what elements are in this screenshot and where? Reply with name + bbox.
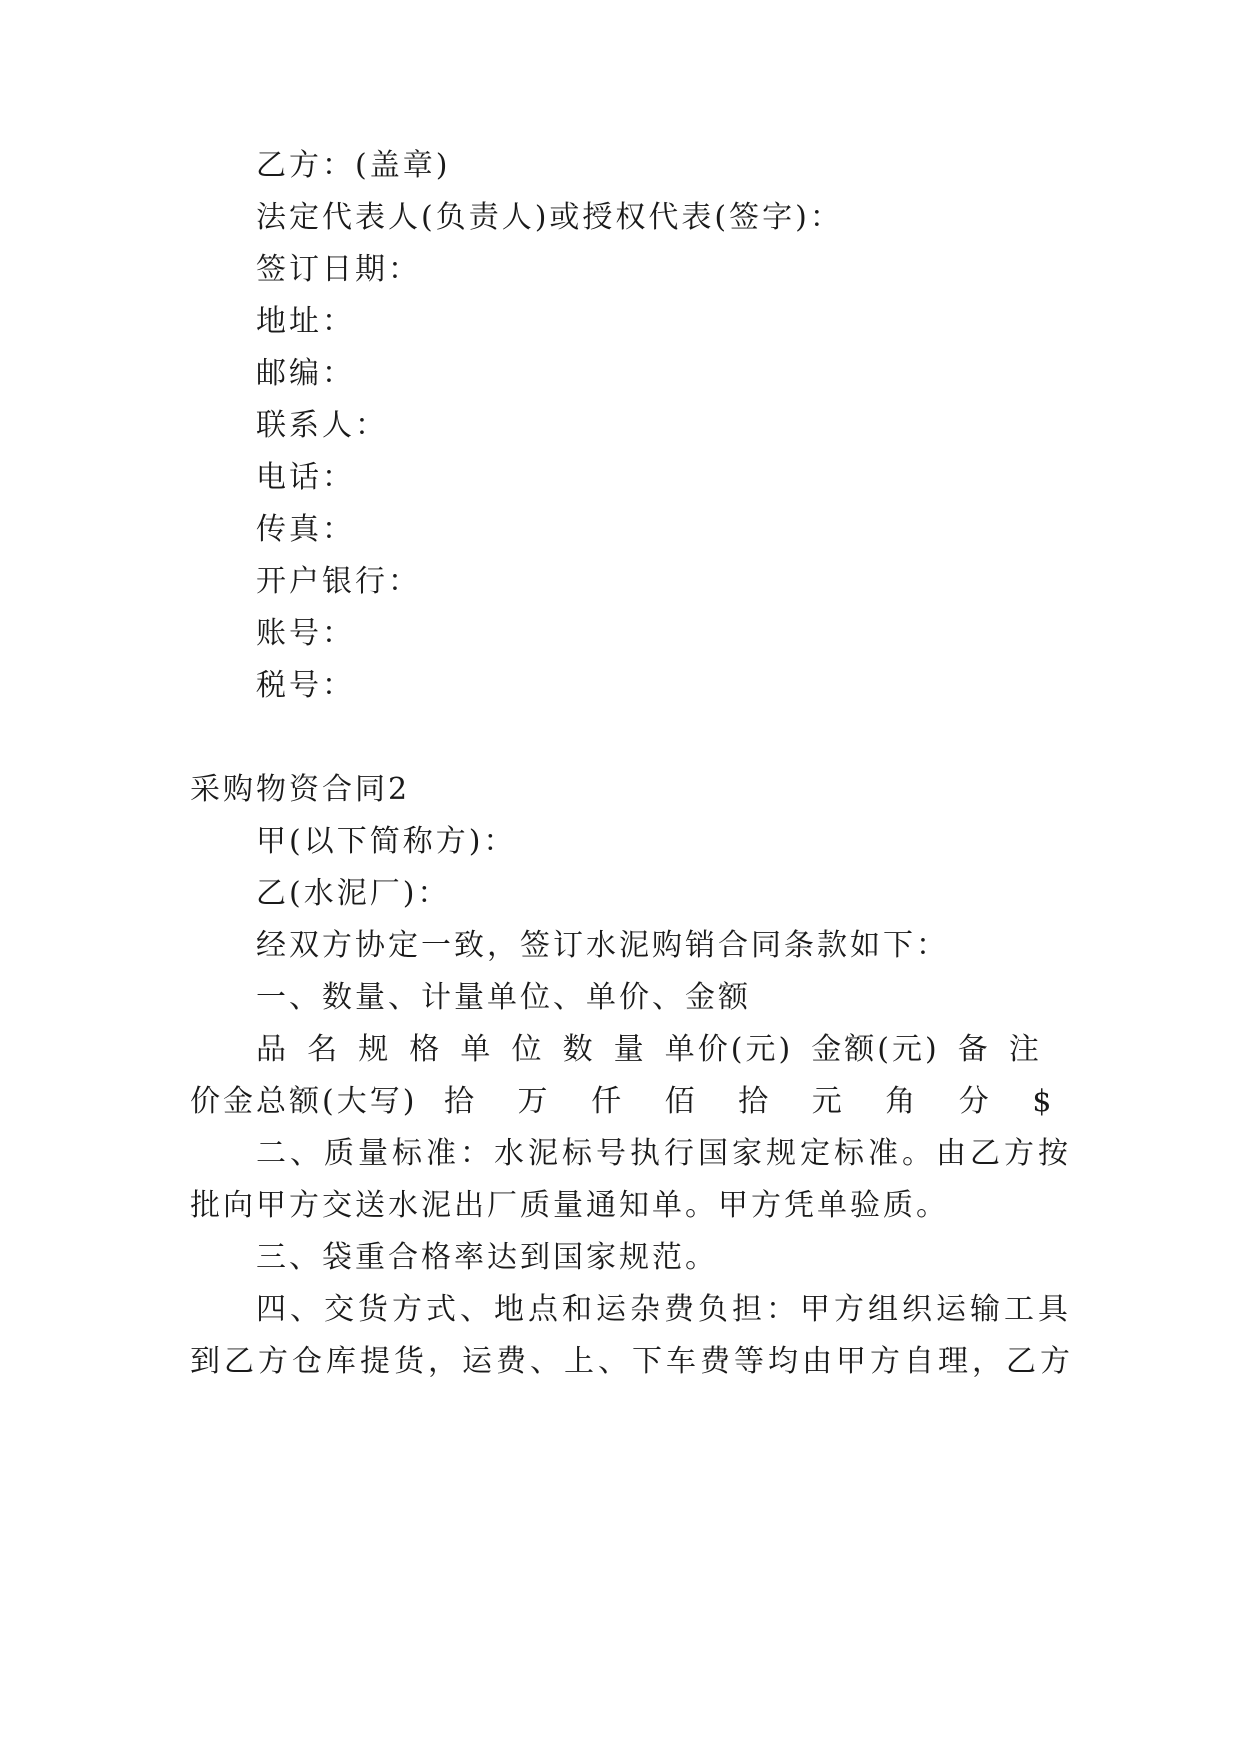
party-b-line: 乙(水泥厂)： — [256, 876, 451, 911]
amount-unit: 佰 — [664, 1084, 698, 1119]
clause-4-line-1: 四、交货方式、地点和运杂费负担：甲方组织运输工具 — [256, 1292, 1072, 1327]
table-header-cell: 注 — [1008, 1032, 1042, 1067]
amount-unit: 仟 — [591, 1084, 625, 1119]
amount-unit: 元 — [811, 1084, 845, 1119]
table-header-cell: 名 — [307, 1032, 341, 1067]
table-header-cell: 单价(元) — [664, 1032, 794, 1067]
total-amount-row — [190, 1082, 1054, 1122]
party-b-phone: 电话： — [256, 460, 355, 495]
clause-2-line-2: 批向甲方交送水泥出厂质量通知单。甲方凭单验质。 — [190, 1188, 949, 1223]
party-b-postcode: 邮编： — [256, 356, 355, 391]
contract-title: 采购物资合同2 — [190, 772, 411, 807]
amount-unit: 分 — [958, 1084, 992, 1119]
table-header-cell: 品 — [256, 1032, 289, 1067]
clause-2-line-1: 二、质量标准：水泥标号执行国家规定标准。由乙方按 — [256, 1136, 1072, 1171]
party-b-bank: 开户银行： — [256, 564, 421, 599]
table-header-cell: 金额(元) — [811, 1032, 940, 1067]
party-b-fax: 传真： — [256, 512, 355, 547]
amount-unit: 拾 — [738, 1084, 772, 1119]
table-header-cell: 格 — [409, 1032, 443, 1067]
party-b-representative: 法定代表人(负责人)或授权代表(签字)： — [256, 200, 843, 235]
clause-1-title: 一、数量、计量单位、单价、金额 — [256, 980, 751, 1015]
table-header-cell: 数 — [562, 1032, 596, 1067]
total-amount-label: 价金总额(大写) — [190, 1084, 418, 1119]
table-header-cell: 备 — [957, 1032, 991, 1067]
table-header-cell: 单 — [460, 1032, 494, 1067]
table-header-cell: 规 — [358, 1032, 392, 1067]
party-b-account: 账号： — [256, 616, 355, 651]
table-header-cell: 量 — [613, 1032, 647, 1067]
amount-unit: 万 — [517, 1084, 551, 1119]
intro-line: 经双方协定一致，签订水泥购销合同条款如下： — [256, 928, 949, 963]
amount-unit: 角 — [885, 1084, 919, 1119]
party-b-tax-no: 税号： — [256, 668, 355, 703]
clause-4-line-2: 到乙方仓库提货，运费、上、下车费等均由甲方自理，乙方 — [190, 1344, 1074, 1379]
party-b-seal: 乙方：(盖章) — [256, 148, 451, 183]
table-header-cell: 位 — [511, 1032, 545, 1067]
currency-symbol: $ — [1032, 1084, 1055, 1119]
clause-3: 三、袋重合格率达到国家规范。 — [256, 1240, 718, 1275]
party-a-line: 甲(以下简称方)： — [256, 824, 517, 859]
party-b-address: 地址： — [256, 304, 355, 339]
party-b-contact: 联系人： — [256, 408, 388, 443]
table-header-row — [256, 1030, 1042, 1070]
party-b-sign-date: 签订日期： — [256, 252, 421, 287]
amount-unit: 拾 — [443, 1084, 477, 1119]
